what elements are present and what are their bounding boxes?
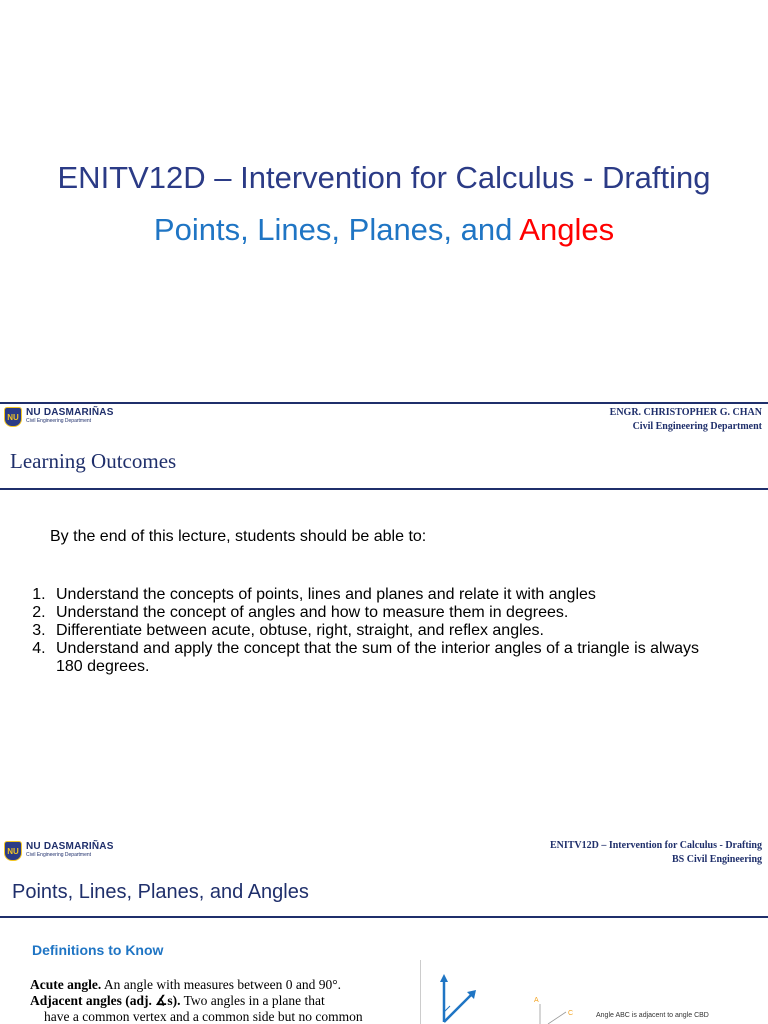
term-adjacent: Adjacent angles (adj. ∡s). <box>30 993 181 1008</box>
program-name: BS Civil Engineering <box>671 854 762 865</box>
learning-outcomes-slide <box>0 402 768 814</box>
fig-label-a: A <box>534 997 539 1004</box>
column-divider <box>420 960 421 1024</box>
figure-caption: Angle ABC is adjacent to angle CBD <box>596 1012 709 1019</box>
vertical-arrowhead <box>440 974 448 982</box>
definitions-slide <box>0 836 768 1024</box>
title-divider <box>0 916 768 918</box>
instructor-name: ENGR. CHRISTOPHER G. CHAN <box>609 407 762 418</box>
lecture-subtitle <box>0 212 768 248</box>
logo-name: NU DASMARIÑAS <box>26 407 114 418</box>
nu-shield-icon: NU <box>4 407 22 427</box>
nu-logo <box>4 407 114 427</box>
logo-sub: Civil Engineering Department <box>26 418 92 424</box>
title-slide <box>0 0 768 388</box>
list-item: 3. Differentiate between acute, obtuse, right, straight, and reflex angles. <box>50 622 700 640</box>
course-header <box>550 839 762 867</box>
instructor-header <box>610 406 762 434</box>
definitions-heading: Definitions to Know <box>32 942 164 958</box>
fig-label-c: C <box>568 1010 574 1017</box>
list-item: 2. Understand the concept of angles and how to measure them in degrees. <box>50 604 700 622</box>
section-title: Learning Outcomes <box>10 449 177 473</box>
term-acute: Acute angle. <box>30 977 102 992</box>
definition-adjacent <box>30 993 325 1009</box>
ray-bc <box>548 1012 566 1024</box>
course-title: ENITV12D – Intervention for Calculus - Drafting <box>57 160 711 195</box>
outcomes-list <box>20 586 700 676</box>
acute-angle-figure <box>436 972 480 1024</box>
def-acute-text: An angle with measures between 0 and 90°. <box>103 977 341 992</box>
section-title: Points, Lines, Planes, and Angles <box>12 881 309 903</box>
subtitle-blue: Points, Lines, Planes, and <box>153 212 520 247</box>
nu-logo <box>4 841 114 861</box>
list-item: 4. Understand and apply the concept that the sum of the interior angles of a triangle is always 180 degrees. <box>50 640 700 676</box>
logo-sub: Civil Engineering Department <box>26 852 92 858</box>
nu-shield-icon: NU <box>4 841 22 861</box>
definition-acute <box>30 977 341 993</box>
definition-adjacent-cont: have a common vertex and a common side but no common <box>44 1009 363 1024</box>
logo-name: NU DASMARIÑAS <box>26 841 114 852</box>
title-divider <box>0 488 768 490</box>
department-name: Civil Engineering Department <box>632 421 762 432</box>
list-item: 1. Understand the concepts of points, lines and planes and relate it with angles <box>50 586 700 604</box>
subtitle-red: Angles <box>519 212 615 247</box>
def-adjacent-text: Two angles in a plane that <box>183 993 325 1008</box>
intro-text: By the end of this lecture, students should be able to: <box>50 528 427 545</box>
top-divider <box>0 402 768 404</box>
course-name: ENITV12D – Intervention for Calculus - Drafting <box>549 840 762 851</box>
